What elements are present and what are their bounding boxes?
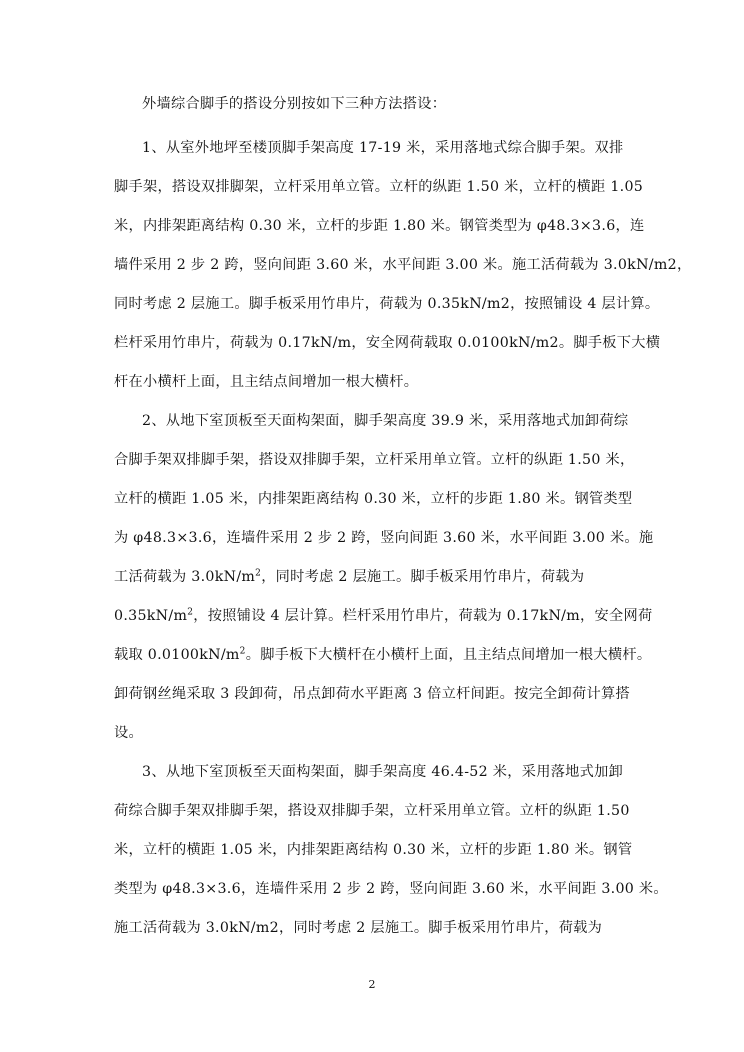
section2-line-7-text-b: 。脚手板下大横杆在小横杆上面，且主结点间增加一根大横杆。 <box>245 647 652 663</box>
section1-line-2: 脚手架，搭设双排脚架，立杆采用单立管。立杆的纵距 1.50 米，立杆的横距 1.05 <box>114 179 644 195</box>
section2-line-5-text-b: ，同时考虑 2 层施工。脚手板采用竹串片，荷载为 <box>261 569 585 585</box>
superscript-2: 2 <box>187 607 194 618</box>
superscript-2: 2 <box>255 568 262 579</box>
section2-line-6-text-a: 0.35kN/m <box>114 608 188 624</box>
section1-line-1: 1、从室外地坪至楼顶脚手架高度 17-19 米，采用落地式综合脚手架。双排 <box>142 140 624 156</box>
section1-line-5: 同时考虑 2 层施工。脚手板采用竹串片，荷载为 0.35kN/m2，按照铺设 4 层计算。 <box>114 296 660 312</box>
section1-line-6: 栏杆采用竹串片，荷载为 0.17kN/m，安全网荷载取 0.0100kN/m2。脚手板下大横 <box>114 335 661 351</box>
section1-line-3: 米，内排架距离结构 0.30 米，立杆的步距 1.80 米。钢管类型为 φ48.3×3.6，连 <box>114 218 645 234</box>
section2-line-6 <box>114 606 653 626</box>
section3-line-3: 米，立杆的横距 1.05 米，内排架距离结构 0.30 米，立杆的步距 1.80 米。钢管 <box>114 842 633 858</box>
section2-line-5-text-a: 工活荷载为 3.0kN/m <box>114 569 256 585</box>
section1-line-4: 墙件采用 2 步 2 跨，竖向间距 3.60 米，水平间距 3.00 米。施工活荷载为 3.0kN/m2， <box>114 257 692 273</box>
section2-line-6-text-b: ，按照铺设 4 层计算。栏杆采用竹串片，荷载为 0.17kN/m，安全网荷 <box>193 608 653 624</box>
section2-line-7-text-a: 载取 0.0100kN/m <box>114 647 240 663</box>
section2-line-3: 立杆的横距 1.05 米，内排架距离结构 0.30 米，立杆的步距 1.80 米。钢管类型 <box>114 491 633 507</box>
section3-line-2: 荷综合脚手架双排脚手架，搭设双排脚手架，立杆采用单立管。立杆的纵距 1.50 <box>114 803 630 819</box>
section2-line-9: 设。 <box>114 725 143 741</box>
section1-line-7: 杆在小横杆上面，且主结点间增加一根大横杆。 <box>114 374 419 390</box>
section2-line-1: 2、从地下室顶板至天面构架面，脚手架高度 39.9 米，采用落地式加卸荷综 <box>142 413 629 429</box>
section2-line-4: 为 φ48.3×3.6，连墙件采用 2 步 2 跨，竖向间距 3.60 米，水平间距 3.00 米。施 <box>114 530 654 546</box>
section3-line-4: 类型为 φ48.3×3.6，连墙件采用 2 步 2 跨，竖向间距 3.60 米，水平间距 3.00 米。 <box>114 881 668 897</box>
section2-line-5 <box>114 567 632 587</box>
section2-line-8: 卸荷钢丝绳采取 3 段卸荷，吊点卸荷水平距离 3 倍立杆间距。按完全卸荷计算搭 <box>114 686 630 702</box>
intro-paragraph: 外墙综合脚手的搭设分别按如下三种方法搭设： <box>142 96 447 112</box>
section2-line-2: 合脚手架双排脚手架，搭设双排脚手架，立杆采用单立管。立杆的纵距 1.50 米， <box>114 452 635 468</box>
page-number: 2 <box>368 978 376 991</box>
section3-line-5: 施工活荷载为 3.0kN/m2，同时考虑 2 层施工。脚手板采用竹串片，荷载为 <box>114 920 603 936</box>
section2-line-7 <box>114 645 652 665</box>
section3-line-1: 3、从地下室顶板至天面构架面，脚手架高度 46.4-52 米，采用落地式加卸 <box>142 764 624 780</box>
superscript-2: 2 <box>239 646 246 657</box>
